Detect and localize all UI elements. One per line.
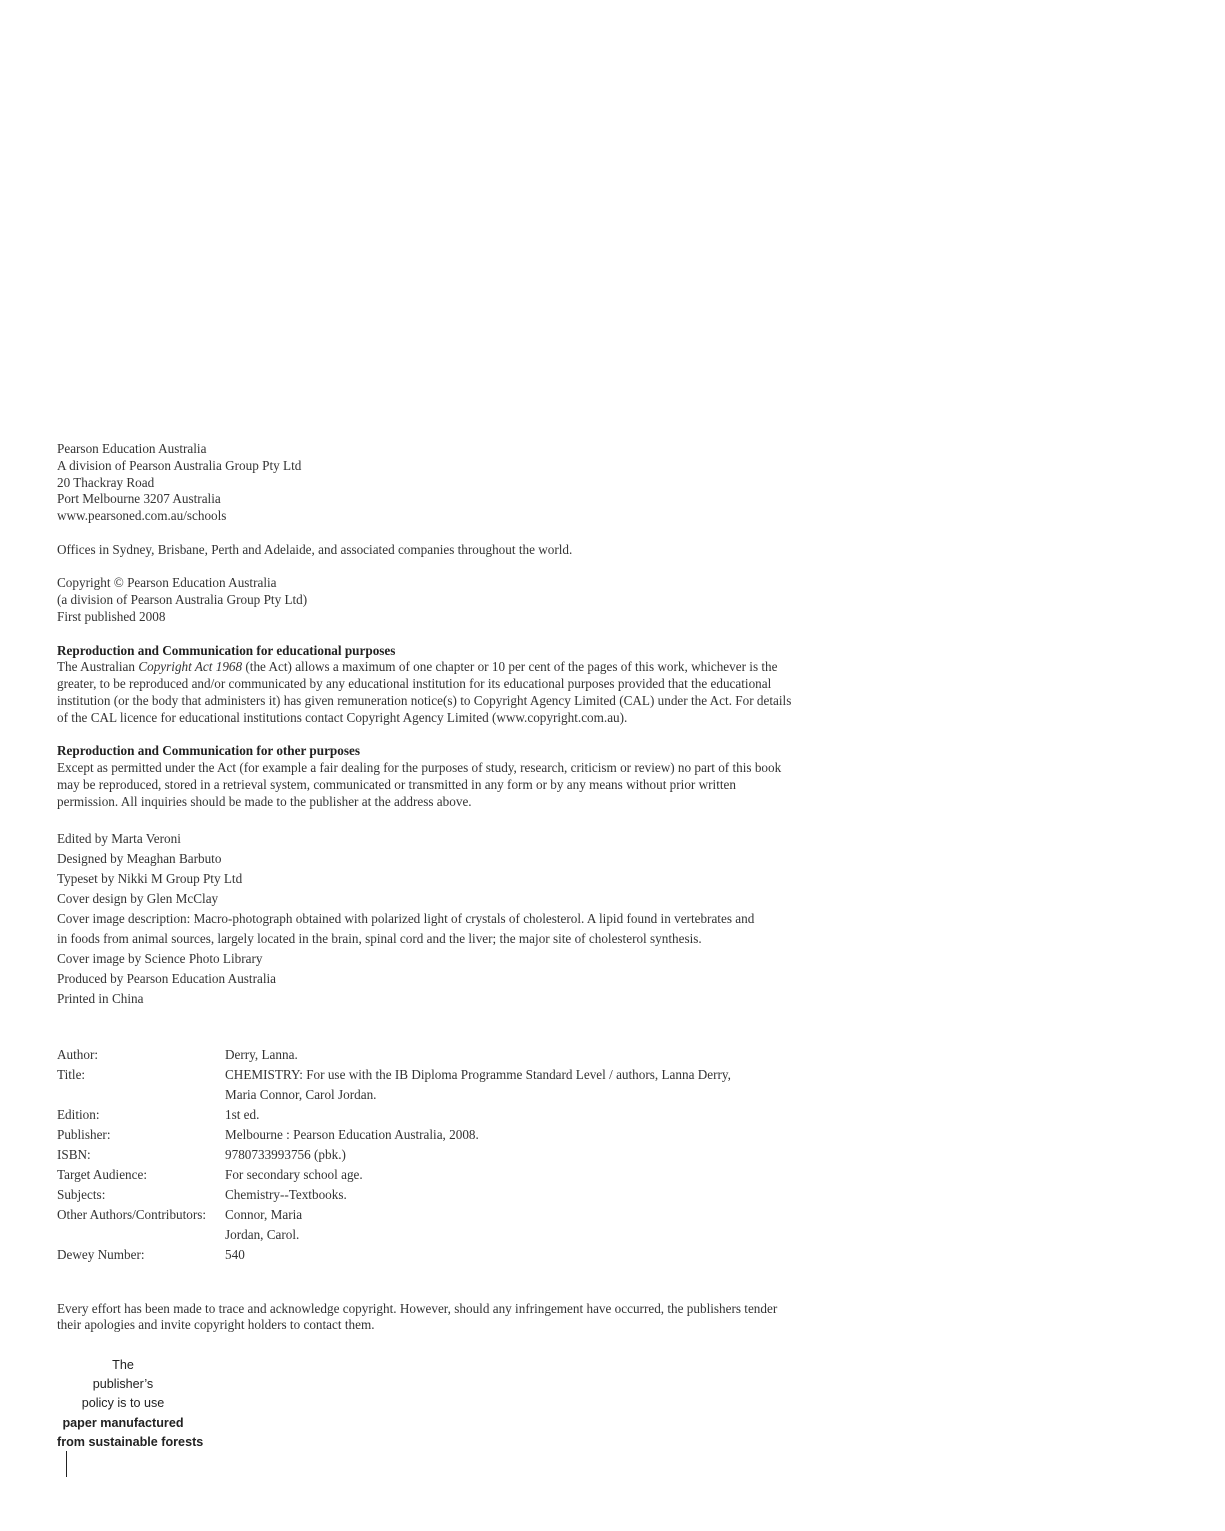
cip-value xyxy=(225,1125,797,1145)
cip-row-target-audience xyxy=(57,1165,797,1185)
offices-note xyxy=(57,542,797,559)
offices-text: Offices in Sydney, Brisbane, Perth and Adelaide, and associated companies throughout the world. xyxy=(57,541,573,557)
cip-row-isbn xyxy=(57,1145,797,1165)
cip-row-edition xyxy=(57,1105,797,1125)
cip-value-line: For secondary school age. xyxy=(225,1166,363,1182)
cip-label: Subjects: xyxy=(57,1186,106,1202)
credit-line: Designed by Meaghan Barbuto xyxy=(57,850,222,866)
educational-purposes-heading: Reproduction and Communication for educational purposes xyxy=(57,642,396,658)
cataloguing-in-publication xyxy=(57,1045,797,1265)
eco-line-bold: from sustainable forests xyxy=(57,1434,204,1449)
credit-line: Cover image by Science Photo Library xyxy=(57,950,263,966)
cip-value xyxy=(225,1065,797,1105)
other-purposes-section xyxy=(57,743,797,810)
credit-line: Cover design by Glen McClay xyxy=(57,890,219,906)
cip-row-author xyxy=(57,1045,797,1065)
address-line: Pearson Education Australia xyxy=(57,441,207,456)
cip-value-line: 1st ed. xyxy=(225,1106,260,1122)
sustainable-paper-notice xyxy=(57,1356,204,1452)
address-line: A division of Pearson Australia Group Pty Ltd xyxy=(57,457,302,473)
copyright-act-title: Copyright Act 1968 xyxy=(138,659,243,675)
cip-row-title xyxy=(57,1065,797,1105)
cip-value xyxy=(225,1185,797,1205)
copyright-disclaimer: Every effort has been made to trace and acknowledge copyright. However, should any infringement have occurred, the publishers tender their apologies and invite copyright holders to contact them. xyxy=(57,1300,778,1333)
cip-value-line: 9780733993756 (pbk.) xyxy=(225,1146,346,1162)
cip-value-line: Chemistry--Textbooks. xyxy=(225,1186,347,1202)
cip-row-publisher xyxy=(57,1125,797,1145)
credit-line: Produced by Pearson Education Australia xyxy=(57,970,277,986)
cip-label: ISBN: xyxy=(57,1146,91,1162)
cip-label: Target Audience: xyxy=(57,1166,148,1182)
copyright-notice xyxy=(57,575,797,625)
copyright-line: (a division of Pearson Australia Group Pty Ltd) xyxy=(57,592,308,608)
copyright-page xyxy=(57,441,797,1334)
cip-row-dewey xyxy=(57,1245,797,1265)
cip-label: Author: xyxy=(57,1046,99,1062)
cip-label: Publisher: xyxy=(57,1126,111,1142)
cip-value-line: 540 xyxy=(225,1246,245,1262)
credit-line: in foods from animal sources, largely located in the brain, spinal cord and the liver; the major site of cholesterol synthesis. xyxy=(57,930,702,946)
educational-text-rest: (the Act) allows a maximum of one chapter or 10 per cent of the pages of this work, whichever is the greater, to be reproduced and/or communicated by any educational institution for its educational purposes provided that the educational institution (or the body that administers it) has given remuneration notice(s) to Copyright Agency Limited (CAL) under the Act. For details of the CAL licence for educational institutions contact Copyright Agency Limited (www.copyright.com.au). xyxy=(57,659,792,725)
educational-purposes-text xyxy=(57,659,797,726)
eco-line: The xyxy=(112,1358,134,1372)
tree-trunk-icon xyxy=(66,1451,67,1477)
cip-row-subjects xyxy=(57,1185,797,1205)
other-purposes-text: Except as permitted under the Act (for example a fair dealing for the purposes of study, research, criticism or review) no part of this book may be reproduced, stored in a retrieval system, communicated or transmitted in any form or by any means without prior written permission. All inquiries should be made to the publisher at the address above. xyxy=(57,760,782,809)
cip-value xyxy=(225,1245,797,1265)
publisher-address xyxy=(57,441,797,525)
cip-value-line: Maria Connor, Carol Jordan. xyxy=(225,1086,377,1102)
cip-value xyxy=(225,1205,797,1245)
credit-line: Edited by Marta Veroni xyxy=(57,830,181,846)
educational-purposes-section xyxy=(57,643,797,727)
cip-label: Edition: xyxy=(57,1106,100,1122)
first-published: First published 2008 xyxy=(57,608,166,624)
cip-value-line: Melbourne : Pearson Education Australia, 2008. xyxy=(225,1126,479,1142)
cip-row-contributors xyxy=(57,1205,797,1245)
eco-line-bold: paper manufactured xyxy=(62,1415,184,1430)
publisher-website: www.pearsoned.com.au/schools xyxy=(57,508,227,524)
cip-label: Title: xyxy=(57,1066,86,1082)
cip-value-line: Derry, Lanna. xyxy=(225,1046,298,1062)
credit-line: Cover image description: Macro-photograph obtained with polarized light of crystals of cholesterol. A lipid found in vertebrates and xyxy=(57,910,755,926)
cip-value-line: Connor, Maria xyxy=(225,1206,303,1222)
educational-text-start: The Australian xyxy=(57,659,139,675)
cip-label: Other Authors/Contributors: xyxy=(57,1206,207,1222)
address-line: 20 Thackray Road xyxy=(57,474,155,490)
eco-line: publisher’s xyxy=(92,1377,154,1392)
cip-value xyxy=(225,1165,797,1185)
credit-line: Printed in China xyxy=(57,990,144,1006)
eco-line: policy is to use xyxy=(81,1396,165,1411)
other-purposes-heading: Reproduction and Communication for other purposes xyxy=(57,743,360,759)
cip-value xyxy=(225,1145,797,1165)
production-credits xyxy=(57,829,797,1009)
credit-line: Typeset by Nikki M Group Pty Ltd xyxy=(57,870,243,886)
cip-label: Dewey Number: xyxy=(57,1246,145,1262)
copyright-line: Copyright © Pearson Education Australia xyxy=(57,575,277,591)
cip-value xyxy=(225,1045,797,1065)
address-line: Port Melbourne 3207 Australia xyxy=(57,491,221,507)
cip-value xyxy=(225,1105,797,1125)
cip-value-line: CHEMISTRY: For use with the IB Diploma Programme Standard Level / authors, Lanna Derry, xyxy=(225,1066,731,1082)
cip-value-line: Jordan, Carol. xyxy=(225,1226,300,1242)
